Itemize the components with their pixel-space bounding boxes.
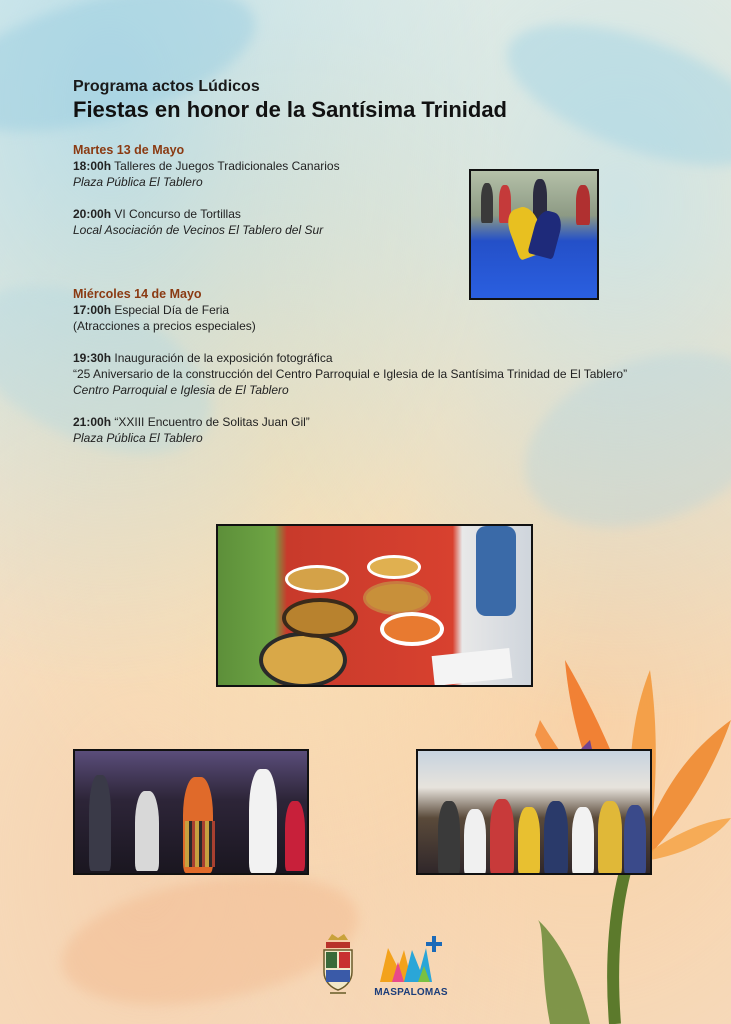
tortilla-plate <box>288 568 346 590</box>
tortilla-plate <box>366 584 428 612</box>
photo-figure <box>135 791 159 871</box>
event-time: 18:00h <box>73 159 112 173</box>
score-sheet <box>432 648 513 686</box>
event-place: Plaza Pública El Tablero <box>73 175 203 189</box>
photo-figure <box>438 801 460 875</box>
tortilla-plate <box>263 636 343 684</box>
page-title: Fiestas en honor de la Santísima Trinidad <box>73 97 507 122</box>
event-name: Especial Día de Feria <box>111 303 230 317</box>
maspalomas-logo <box>374 936 448 998</box>
event-name: Talleres de Juegos Tradicionales Canarios <box>111 159 340 173</box>
photo-figure <box>481 183 493 223</box>
page-header <box>73 77 507 123</box>
event-item <box>73 206 473 238</box>
maspalomas-m-icon <box>378 936 444 984</box>
photo-figure <box>185 821 215 867</box>
event-place: Local Asociación de Vecinos El Tablero del Sur <box>73 223 324 237</box>
folk-group-photo <box>416 749 652 875</box>
event-detail: (Atracciones a precios especiales) <box>73 319 256 333</box>
event-item <box>73 158 473 190</box>
photo-figure <box>285 801 305 871</box>
maspalomas-wordmark: MASPALOMAS <box>374 987 448 998</box>
photo-figure <box>544 801 568 875</box>
photo-figure <box>476 526 516 616</box>
photo-figure <box>249 769 277 873</box>
photo-figure <box>576 185 590 225</box>
event-item <box>73 414 673 446</box>
day-heading: Miércoles 14 de Mayo <box>73 287 202 301</box>
photo-figure <box>464 809 486 875</box>
event-time: 17:00h <box>73 303 112 317</box>
municipal-crest-icon <box>320 932 356 996</box>
photo-figure <box>89 775 111 871</box>
footer-logos <box>320 930 450 1002</box>
background-stroke <box>490 0 731 195</box>
day-heading: Martes 13 de Mayo <box>73 143 185 157</box>
event-name: Inauguración de la exposición fotográfica <box>111 351 333 365</box>
event-name: VI Concurso de Tortillas <box>111 207 241 221</box>
photo-figure <box>490 799 514 875</box>
tortilla-plate <box>286 602 354 634</box>
event-time: 21:00h <box>73 415 112 429</box>
event-name: “XXIII Encuentro de Solitas Juan Gil” <box>111 415 310 429</box>
photo-figure <box>624 805 646 875</box>
page-subtitle: Programa actos Lúdicos <box>73 78 260 95</box>
tortilla-contest-photo <box>216 524 533 687</box>
tortilla-plate <box>370 558 418 576</box>
event-time: 19:30h <box>73 351 112 365</box>
event-place: Plaza Pública El Tablero <box>73 431 203 445</box>
day-section-miercoles <box>73 286 673 462</box>
event-place: Centro Parroquial e Iglesia de El Tablero <box>73 383 289 397</box>
event-item <box>73 350 673 398</box>
event-detail: “25 Aniversario de la construcción del Centro Parroquial e Iglesia de la Santísima Trinidad de El Tablero” <box>73 367 628 381</box>
photo-figure <box>598 801 622 875</box>
day-section-martes <box>73 142 473 254</box>
traditional-games-photo <box>469 169 599 300</box>
band-performance-photo <box>73 749 309 875</box>
photo-figure <box>518 807 540 875</box>
event-item <box>73 302 673 334</box>
event-time: 20:00h <box>73 207 112 221</box>
photo-figure <box>572 807 594 875</box>
tortilla-plate <box>384 616 440 642</box>
